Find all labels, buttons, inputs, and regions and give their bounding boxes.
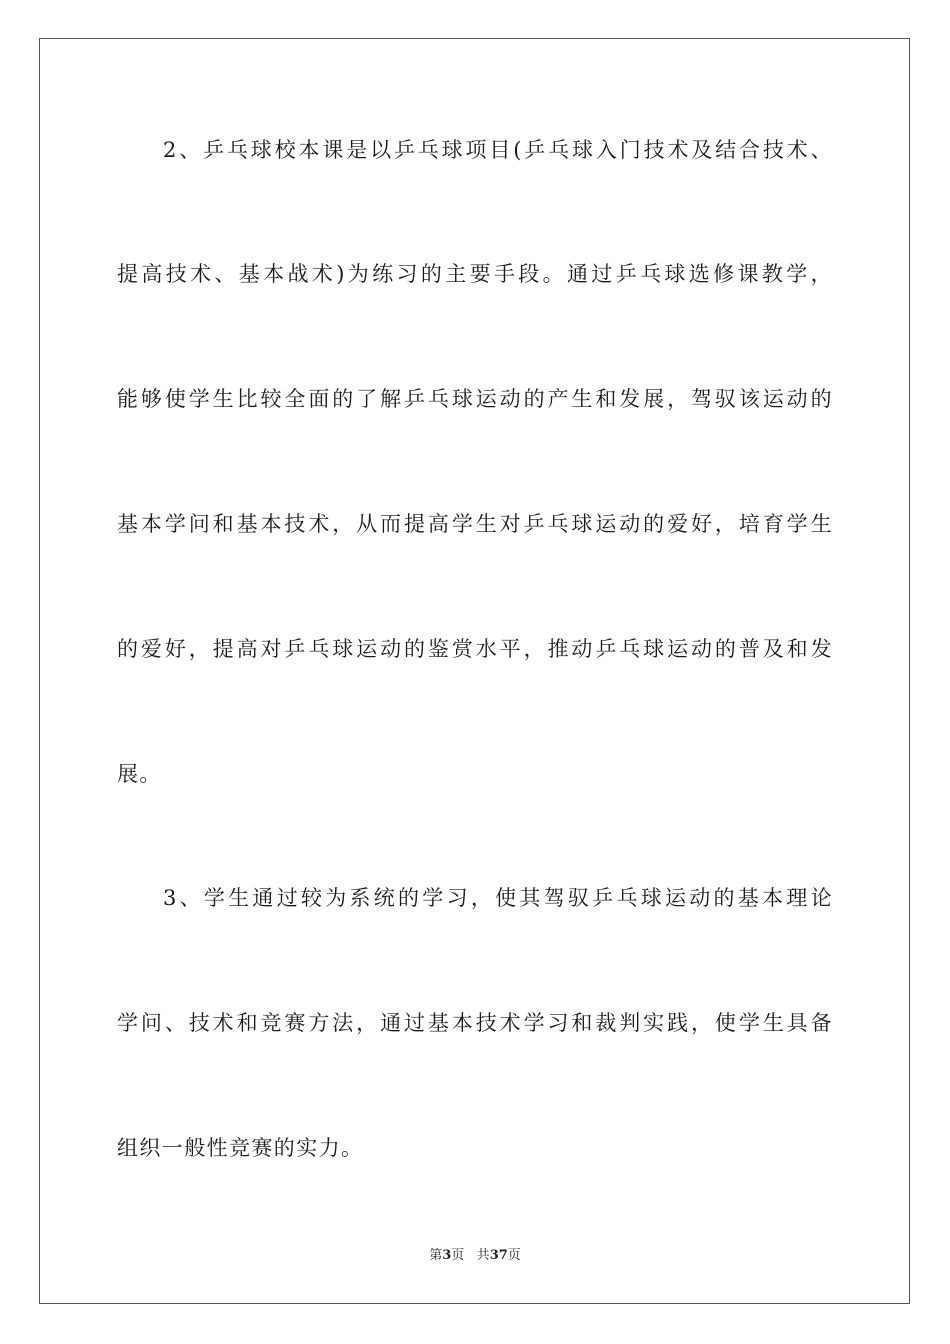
page-border: [39, 38, 910, 1304]
page-footer: [0, 1247, 950, 1265]
footer-total-prefix: 共: [476, 1248, 490, 1263]
footer-total-suffix: 页: [507, 1248, 521, 1263]
paragraph-2-line-3: 能够使学生比较全面的了解乒乓球运动的产生和发展，驾驭该运动的: [117, 387, 833, 411]
paragraph-2-line-5: 的爱好，提高对乒乓球运动的鉴赏水平，推动乒乓球运动的普及和发: [117, 637, 833, 661]
paragraph-3-line-3: 组织一般性竞赛的实力。: [117, 1136, 364, 1160]
paragraph-2-line-1: 2、乒乓球校本课是以乒乓球项目(乒乓球入门技术及结合技术、: [163, 138, 833, 162]
paragraph-3-line-1: 3、学生通过较为系统的学习，使其驾驭乒乓球运动的基本理论: [163, 886, 833, 910]
footer-page-suffix: 页: [451, 1248, 465, 1263]
paragraph-2-line-2: 提高技术、基本战术)为练习的主要手段。通过乒乓球选修课教学，: [117, 262, 833, 286]
paragraph-2-line-6: 展。: [117, 762, 162, 786]
paragraph-3-line-2: 学问、技术和竞赛方法，通过基本技术学习和裁判实践，使学生具备: [117, 1011, 833, 1035]
footer-page-prefix: 第: [429, 1248, 443, 1263]
footer-page-number: 3: [442, 1248, 452, 1263]
footer-total-pages: 37: [489, 1248, 508, 1263]
paragraph-2-line-4: 基本学问和基本技术，从而提高学生对乒乓球运动的爱好，培育学生: [117, 512, 833, 536]
